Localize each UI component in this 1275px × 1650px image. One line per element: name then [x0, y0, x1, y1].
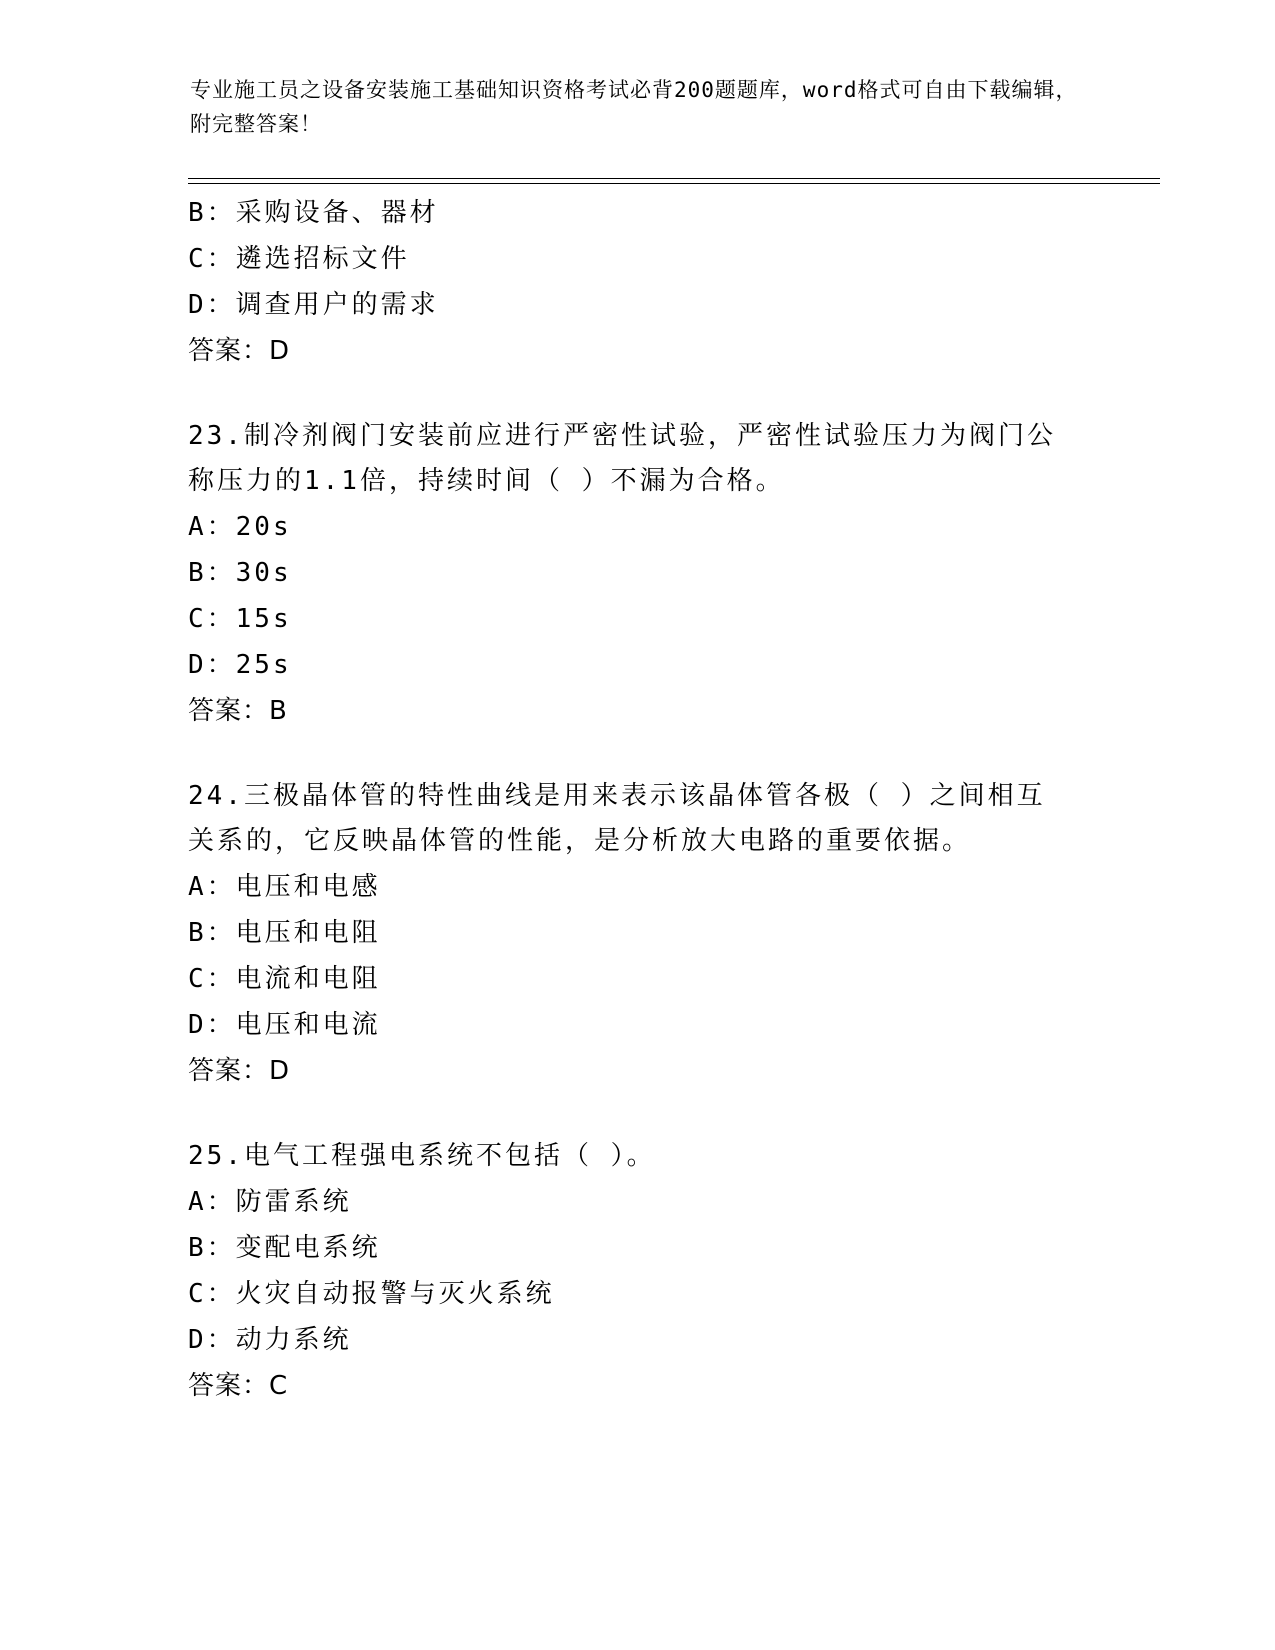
question-23	[188, 414, 1088, 734]
header-rule-bottom	[188, 183, 1160, 184]
header-rule-top	[188, 178, 1160, 179]
option-line: D：调查用户的需求	[188, 290, 439, 320]
option-line: C：遴选招标文件	[188, 244, 410, 274]
question-content	[188, 190, 1088, 1409]
option-line: A：电压和电感	[188, 872, 381, 902]
answer-line: 答案：B	[188, 696, 288, 726]
question-25	[188, 1134, 1088, 1409]
question-text: 23.制冷剂阀门安装前应进行严密性试验，严密性试验压力为阀门公称压力的1.1倍，持续时间（ ）不漏为合格。	[188, 421, 1056, 496]
option-line: C：电流和电阻	[188, 964, 381, 994]
answer-line: 答案：D	[188, 1056, 291, 1086]
document-header: 专业施工员之设备安装施工基础知识资格考试必背200题题库，word格式可自由下载编辑，附完整答案！	[190, 78, 1078, 136]
option-line: D：电压和电流	[188, 1010, 381, 1040]
option-line: B：电压和电阻	[188, 918, 381, 948]
answer-line: 答案：C	[188, 1371, 289, 1401]
question-24	[188, 774, 1088, 1094]
option-line: B：变配电系统	[188, 1233, 381, 1263]
answer-line: 答案：D	[188, 336, 291, 366]
option-line: C：15s	[188, 604, 292, 634]
option-line: A：防雷系统	[188, 1187, 352, 1217]
question-text: 25.电气工程强电系统不包括（ ）。	[188, 1141, 656, 1171]
option-line: B：30s	[188, 558, 292, 588]
option-line: B：采购设备、器材	[188, 198, 439, 228]
option-line: C：火灾自动报警与灭火系统	[188, 1279, 555, 1309]
question-text: 24.三极晶体管的特性曲线是用来表示该晶体管各极（ ）之间相互关系的，它反映晶体管的性能，是分析放大电路的重要依据。	[188, 781, 1046, 856]
option-line: A：20s	[188, 512, 292, 542]
option-line: D：25s	[188, 650, 292, 680]
carryover-block	[188, 190, 1088, 374]
option-line: D：动力系统	[188, 1325, 352, 1355]
